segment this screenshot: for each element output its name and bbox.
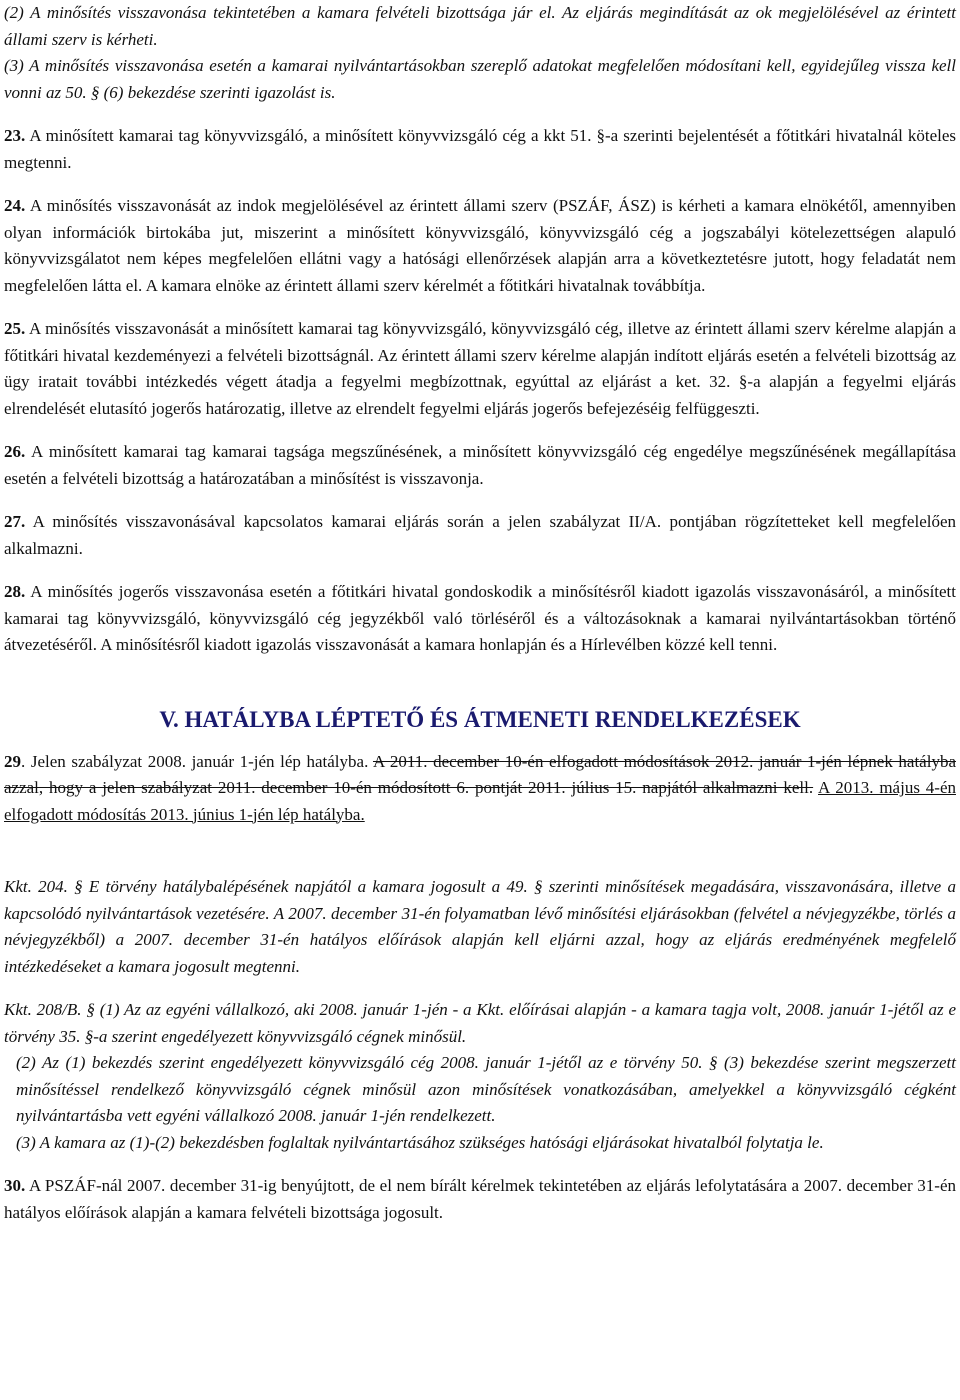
- section-24: [4, 193, 956, 299]
- section-27: [4, 509, 956, 562]
- section-number: 28.: [4, 582, 26, 601]
- struck-text: A 2011. december 10-én elfogadott módosítások 2012. január 1-jén lépnek hatályba azzal, hogy a jelen szabályzat 2011. december 10-én módosított 6. pontját 2011. július 15. napjától alkalmazni kell.: [4, 751, 956, 797]
- section-text: A PSZÁF-nál 2007. december 31-ig benyújtott, de el nem bírált kérelmek tekintetében az eljárás lefolytatására a 2007. december 31-én hatályos előírások alapján a kamara felvételi bizottsága jogosult.: [4, 1176, 956, 1222]
- section-25: [4, 316, 956, 422]
- section-text: A minősített kamarai tag könyvvizsgáló, a minősített könyvvizsgáló cég a kkt 51. §-a szerinti bejelentését a főtitkári hivatalnál köteles megtenni.: [4, 126, 957, 172]
- section-text: A minősítés visszavonását a minősített kamarai tag könyvvizsgáló, könyvvizsgáló cég, illetve az érintett állami szerv kérelme alapján a főtitkári hivatal kezdeményezi a felvételi bizottságnál. Az érintett állami szerv kérelme alapján indított eljárás esetén a felvételi bizottság az ügy iratait további intézkedés végett átadja a fegyelmi megbízottnak, egyúttal az eljárást a ket. 32. §-a alapján a fegyelmi eljárás elrendelését elutasító jogerős határozatig, illetve az elrendelt fegyelmi eljárás jogerős befejezéséig felfüggeszti.: [4, 319, 956, 418]
- italic-paragraph-2: (2) A minősítés visszavonása tekintetében a kamara felvételi bizottsága jár el. Az eljárás megindítását az ok megjelölésével az érintett állami szerv is kérheti.: [4, 3, 956, 49]
- section-number: 27.: [4, 512, 26, 531]
- section-number: 30.: [4, 1176, 26, 1195]
- section-number: 23.: [4, 126, 26, 145]
- section-29: [4, 749, 956, 829]
- kkt-208b-paragraph-1: Kkt. 208/B. § (1) Az az egyéni vállalkozó, aki 2008. január 1-jén - a Kkt. előírásai alapján - a kamara tagja volt, 2008. január 1-jétől az e törvény 35. §-a szerint engedélyezett könyvvizsgáló cégnek minősül.: [4, 1000, 956, 1046]
- section-30: [4, 1173, 956, 1226]
- section-number: 25.: [4, 319, 26, 338]
- section-text: A minősítés visszavonásával kapcsolatos kamarai eljárás során a jelen szabályzat II/A. pontjában rögzítetteket kell megfelelően alkalmazni.: [4, 512, 957, 558]
- section-text: . Jelen szabályzat 2008. január 1-jén lép hatályba.: [21, 751, 373, 771]
- kkt-204-paragraph: Kkt. 204. § E törvény hatálybalépésének napjától a kamara jogosult a 49. § szerinti minősítések megadására, visszavonására, illetve a kapcsolódó nyilvántartások vezetésére. A 2007. december 31-én folyamatban lévő minősítési eljárásokban (felvétel a névjegyzékbe, törlés a névjegyzékből) a 2007. december 31-én hatályos előírások alapján kell eljárni azzal, hogy az eljárás eredményének megfelelő intézkedéseket a kamara jogosult megtenni.: [4, 877, 956, 976]
- italic-paragraph-3: (3) A minősítés visszavonása esetén a kamarai nyilvántartásokban szereplő adatokat megfelelően módosítani kell, egyidejűleg vissza kell vonni az 50. § (6) bekezdése szerinti igazolást is.: [4, 56, 956, 102]
- section-number: 24.: [4, 196, 26, 215]
- amendment-text: A 2013. május 4-én elfogadott módosítás 2013. június 1-jén lép hatályba.: [4, 778, 956, 824]
- kkt-208b-paragraph-3: (3) A kamara az (1)-(2) bekezdésben foglaltak nyilvántartásához szükséges hatósági eljárásokat hivatalból folytatja le.: [16, 1132, 824, 1152]
- section-text: A minősített kamarai tag kamarai tagsága megszűnésének, a minősített könyvvizsgáló cég engedélye megszűnésének megállapítása esetén a felvételi bizottság a határozatában a minősítést is visszavonja.: [4, 442, 957, 488]
- section-26: [4, 439, 956, 492]
- chapter-heading: V. HATÁLYBA LÉPTETŐ ÉS ÁTMENETI RENDELKEZÉSEK: [159, 706, 801, 732]
- section-23: [4, 123, 956, 176]
- section-text: A minősítés visszavonását az indok megjelölésével az érintett állami szerv (PSZÁF, ÁSZ) is kérheti a kamara elnökétől, amennyiben olyan információk birtokába jut, miszerint a minősített könyvvizsgáló, könyvvizsgáló cég a jogszabályi kötelezettségen alapuló könyvvizsgálatot nem képes megfelelően ellátni vagy a hatósági ellenőrzések alapján arra a következtetésre jutott, hogy feladatát nem megfelelően látta el. A kamara elnöke az érintett állami szerv kérelmét a főtitkári hivatalnak továbbítja.: [4, 196, 957, 295]
- section-text: A minősítés jogerős visszavonása esetén a főtitkári hivatal gondoskodik a minősítésről kiadott igazolás visszavonásáról, a minősített kamarai tag könyvvizsgáló, könyvvizsgáló cég jegyzékből való törléséről és a változásoknak a kamarai nyilvántartásokban történő átvezetéséről. A minősítésről kiadott igazolás visszavonását a kamara honlapján és a Hírlevélben közzé kell tenni.: [4, 582, 957, 654]
- section-number: 29: [4, 751, 21, 771]
- section-28: [4, 579, 956, 659]
- section-number: 26.: [4, 442, 26, 461]
- kkt-208b-paragraph-2: (2) Az (1) bekezdés szerint engedélyezett könyvvizsgáló cég 2008. január 1-jétől az e törvény 50. § (3) bekezdése szerint megszerzett minősítéssel rendelkező könyvvizsgáló cégnek minősül azon minősítések vonatkozásában, amelyekkel a könyvvizsgáló cégként nyilvántartásba vett egyéni vállalkozó 2008. január 1-jén rendelkezett.: [16, 1053, 956, 1125]
